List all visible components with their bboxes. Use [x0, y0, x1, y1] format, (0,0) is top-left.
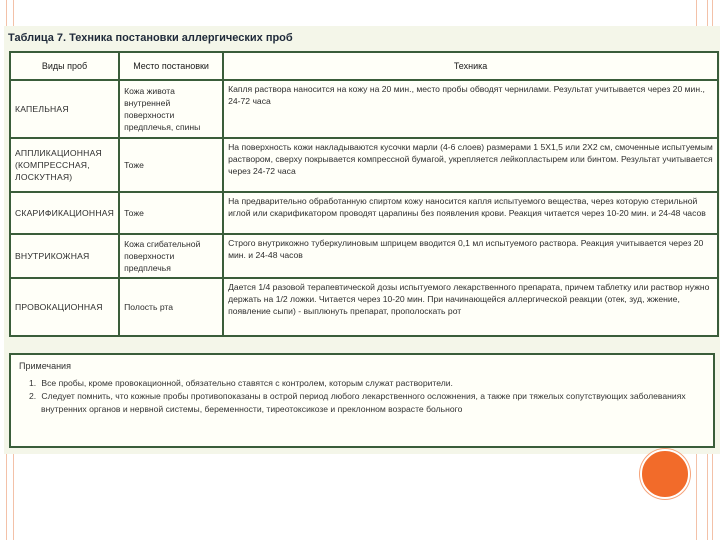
- notes-box: [9, 353, 715, 448]
- test-name: ПРОВОКАЦИОННАЯ: [10, 278, 119, 336]
- test-name: ВНУТРИКОЖНАЯ: [10, 234, 119, 278]
- header-placement-site: Место постановки: [119, 52, 223, 80]
- test-technique: На предварительно обработанную спиртом кожу наносится капля испытуемого вещества, через которую стерильной иглой или скарификатором проводят царапины без появления крови. Реакция читается через 10-20 мин. и 24-48 часов: [223, 192, 718, 234]
- orange-circle-decor: [640, 449, 690, 499]
- note-number: 2.: [29, 391, 37, 401]
- notes-title: Примечания: [19, 361, 71, 371]
- test-technique: Капля раствора наносится на кожу на 20 мин., место пробы обводят чернилами. Результат учитывается через 20 мин., 24-72 часа: [223, 80, 718, 138]
- note-item: [19, 377, 705, 390]
- test-name: СКАРИФИКАЦИОННАЯ: [10, 192, 119, 234]
- table-scan-image: [4, 26, 720, 454]
- test-technique: На поверхность кожи накладываются кусочки марли (4-6 слоев) размерами 1 5Х1,5 или 2Х2 см, смоченные испытуемым раствором, сверху покрывается компрессной бумагой, укрепляется лейкопластырем или бинтом. Результат учитывается через 24-72 часа: [223, 138, 718, 192]
- table-row: [10, 278, 718, 336]
- table-row: [10, 192, 718, 234]
- table-row: [10, 234, 718, 278]
- table-caption: Таблица 7. Техника постановки аллергических проб: [8, 32, 293, 44]
- test-name: КАПЕЛЬНАЯ: [10, 80, 119, 138]
- table-row: [10, 80, 718, 138]
- table-header-row: [10, 52, 718, 80]
- note-text: Все пробы, кроме провокационной, обязательно ставятся с контролем, которым служат растворители.: [41, 378, 453, 388]
- test-technique: Строго внутрикожно туберкулиновым шприцем вводится 0,1 мл испытуемого раствора. Реакция учитывается через 20 мин. и 24-48 часов: [223, 234, 718, 278]
- test-place: Полость рта: [119, 278, 223, 336]
- header-test-type: Виды проб: [10, 52, 119, 80]
- test-technique: Дается 1/4 разовой терапевтической дозы испытуемого лекарственного препарата, причем таблетку или раствор нужно держать на 1/2 ложки. Читается через 10-20 мин. При начинающейся аллергической реакции (отек, зуд, жжение, появление сыпи) - выплюнуть препарат, прополоскать рот: [223, 278, 718, 336]
- test-place: Кожа сгибательной поверхности предплечья: [119, 234, 223, 278]
- slide-top-band: [0, 0, 720, 26]
- note-number: 1.: [29, 378, 37, 388]
- test-name: АППЛИКАЦИОННАЯ (КОМПРЕССНАЯ, ЛОСКУТНАЯ): [10, 138, 119, 192]
- test-place: Тоже: [119, 192, 223, 234]
- header-technique: Техника: [223, 52, 718, 80]
- note-text: Следует помнить, что кожные пробы противопоказаны в острой период любого лекарственного осложнения, а также при тяжелых сопутствующих заболеваниях внутренних органов и нервной системы, беременности, тиреотоксикозе и преклонном возрасте больного: [41, 391, 686, 414]
- table-row: [10, 138, 718, 192]
- test-place: Кожа живота внутренней поверхности предплечья, спины: [119, 80, 223, 138]
- allergy-tests-table: [9, 51, 719, 337]
- test-place: Тоже: [119, 138, 223, 192]
- note-item: [19, 390, 705, 416]
